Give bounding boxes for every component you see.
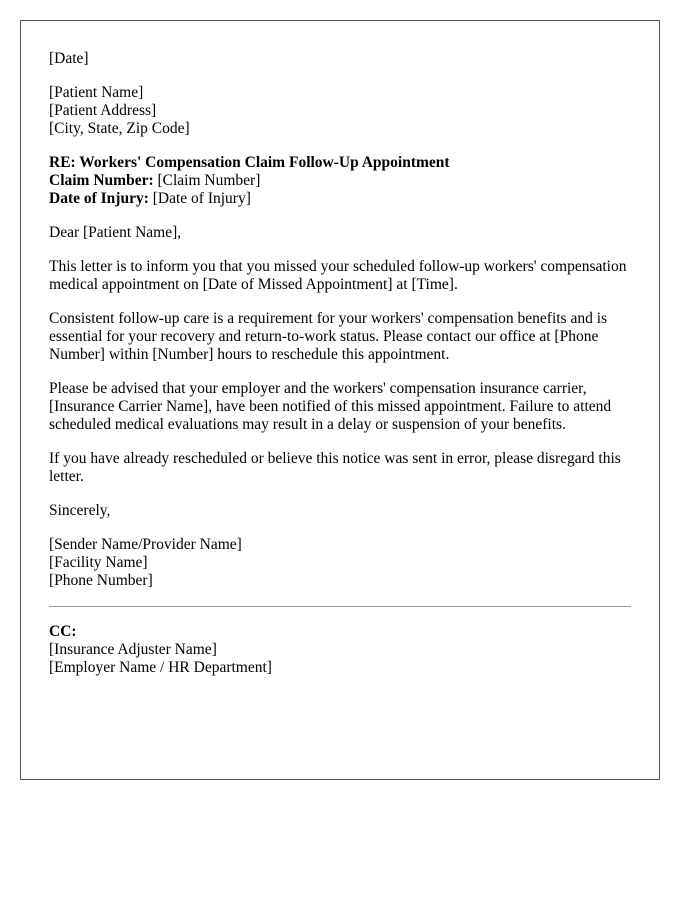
claim-number-label: Claim Number: — [49, 172, 154, 189]
letter-date: [Date] — [49, 50, 89, 67]
recipient-address — [49, 84, 631, 138]
sender-facility: [Facility Name] — [49, 554, 148, 571]
closing: Sincerely, — [49, 502, 111, 519]
cc-block — [49, 623, 631, 677]
cc-recipient: [Employer Name / HR Department] — [49, 659, 272, 676]
divider — [49, 606, 631, 607]
reference-block — [49, 154, 631, 208]
recipient-city-state-zip: [City, State, Zip Code] — [49, 120, 190, 137]
claim-number-value: [Claim Number] — [157, 172, 261, 189]
recipient-street-address: [Patient Address] — [49, 102, 157, 119]
sender-name: [Sender Name/Provider Name] — [49, 536, 242, 553]
sender-phone: [Phone Number] — [49, 572, 153, 589]
body-paragraph-follow-up-requirement: Consistent follow-up care is a requirement for your workers' compensation benefits and is essential for your recovery and return-to-work status. Please contact our office at [Phone Number] within [Number] hours to reschedule this appointment. — [49, 310, 608, 363]
body-paragraph-notification: Please be advised that your employer and the workers' compensation insurance carrier, [Insurance Carrier Name], have been notified of this missed appointment. Failure to attend scheduled medical evaluations may result in a delay or suspension of your benefits. — [49, 380, 612, 433]
body-paragraph-disregard: If you have already rescheduled or believe this notice was sent in error, please disregard this letter. — [49, 450, 621, 485]
recipient-name: [Patient Name] — [49, 84, 144, 101]
letter-page — [20, 20, 660, 780]
body-paragraph-missed-appointment: This letter is to inform you that you missed your scheduled follow-up workers' compensation medical appointment on [Date of Missed Appointment] at [Time]. — [49, 258, 627, 293]
date-of-injury-value: [Date of Injury] — [152, 190, 251, 207]
cc-label: CC: — [49, 623, 77, 640]
date-of-injury-label: Date of Injury: — [49, 190, 149, 207]
subject-line: RE: Workers' Compensation Claim Follow-Up Appointment — [49, 154, 450, 171]
date-of-injury-line — [49, 190, 631, 208]
cc-recipient: [Insurance Adjuster Name] — [49, 641, 217, 658]
claim-number-line — [49, 172, 631, 190]
date-block — [49, 50, 631, 68]
signature-block — [49, 536, 631, 590]
salutation: Dear [Patient Name], — [49, 224, 182, 241]
